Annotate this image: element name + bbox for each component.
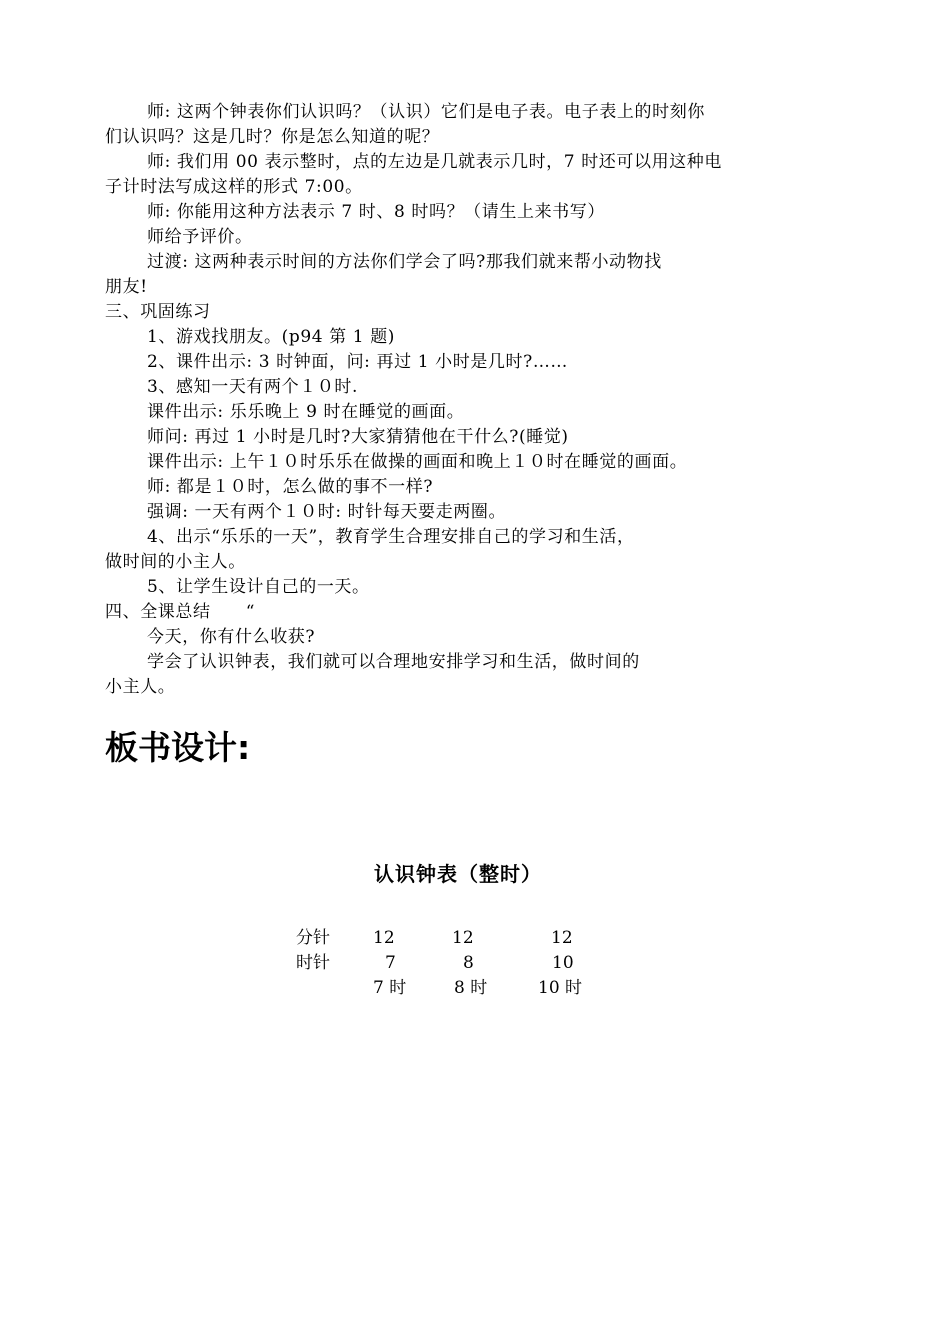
body-line-4: 子计时法写成这样的形式 7:00。 bbox=[105, 177, 363, 197]
body-line-13: 课件出示: 乐乐晚上 9 时在睡觉的画面。 bbox=[147, 402, 465, 422]
body-line-7: 过渡: 这两种表示时间的方法你们学会了吗?那我们就来帮小动物找 bbox=[147, 252, 662, 272]
body-line-2: 们认识吗？这是几时？你是怎么知道的呢？ bbox=[105, 127, 440, 147]
row-label-minute-hand: 分针 bbox=[296, 928, 330, 948]
body-line-14: 师问: 再过 1 小时是几时?大家猜猜他在干什么?(睡觉) bbox=[147, 427, 569, 447]
body-line-15: 课件出示: 上午１０时乐乐在做操的画面和晚上１０时在睡觉的画面。 bbox=[147, 452, 688, 472]
body-line-5: 师: 你能用这种方法表示 7 时、8 时吗？（请生上来书写） bbox=[147, 202, 605, 222]
body-line-24: 小主人。 bbox=[105, 677, 176, 697]
body-line-17: 强调: 一天有两个１０时: 时针每天要走两圈。 bbox=[147, 502, 507, 522]
body-line-23: 学会了认识钟表，我们就可以合理地安排学习和生活，做时间的 bbox=[147, 652, 640, 672]
section-title-consolidation: 三、巩固练习 bbox=[105, 302, 211, 322]
row-label-hour-hand: 时针 bbox=[296, 953, 330, 973]
body-line-11: 2、课件出示: 3 时钟面，问: 再过 1 小时是几时?…… bbox=[147, 352, 569, 372]
body-line-19: 做时间的小主人。 bbox=[105, 552, 246, 572]
body-line-22: 今天，你有什么收获? bbox=[147, 627, 316, 647]
hour-hand-value: 8 bbox=[463, 953, 474, 973]
time-label: 8 时 bbox=[454, 978, 488, 998]
body-line-1: 师: 这两个钟表你们认识吗？（认识）它们是电子表。电子表上的时刻你 bbox=[147, 102, 705, 122]
body-line-3: 师: 我们用 00 表示整时，点的左边是几就表示几时，7 时还可以用这种电 bbox=[147, 152, 722, 172]
minute-hand-value: 12 bbox=[373, 928, 395, 948]
minute-hand-value: 12 bbox=[452, 928, 474, 948]
body-line-16: 师: 都是１０时，怎么做的事不一样? bbox=[147, 477, 434, 497]
board-title: 认识钟表（整时） bbox=[374, 862, 542, 886]
board-design-heading: 板书设计: bbox=[105, 728, 251, 767]
time-label: 7 时 bbox=[373, 978, 407, 998]
minute-hand-value: 12 bbox=[551, 928, 573, 948]
body-line-8: 朋友! bbox=[105, 277, 148, 297]
section-title-summary: 四、全课总结 “ bbox=[105, 602, 256, 622]
hour-hand-value: 7 bbox=[385, 953, 396, 973]
body-line-10: 1、游戏找朋友。(p94 第 1 题) bbox=[147, 327, 396, 347]
body-line-18: 4、出示“乐乐的一天”，教育学生合理安排自己的学习和生活， bbox=[147, 527, 635, 547]
hour-hand-value: 10 bbox=[552, 953, 574, 973]
body-line-20: 5、让学生设计自己的一天。 bbox=[147, 577, 370, 597]
body-line-12: 3、感知一天有两个１０时. bbox=[147, 377, 359, 397]
time-label: 10 时 bbox=[538, 978, 583, 998]
body-line-6: 师给予评价。 bbox=[147, 227, 253, 247]
